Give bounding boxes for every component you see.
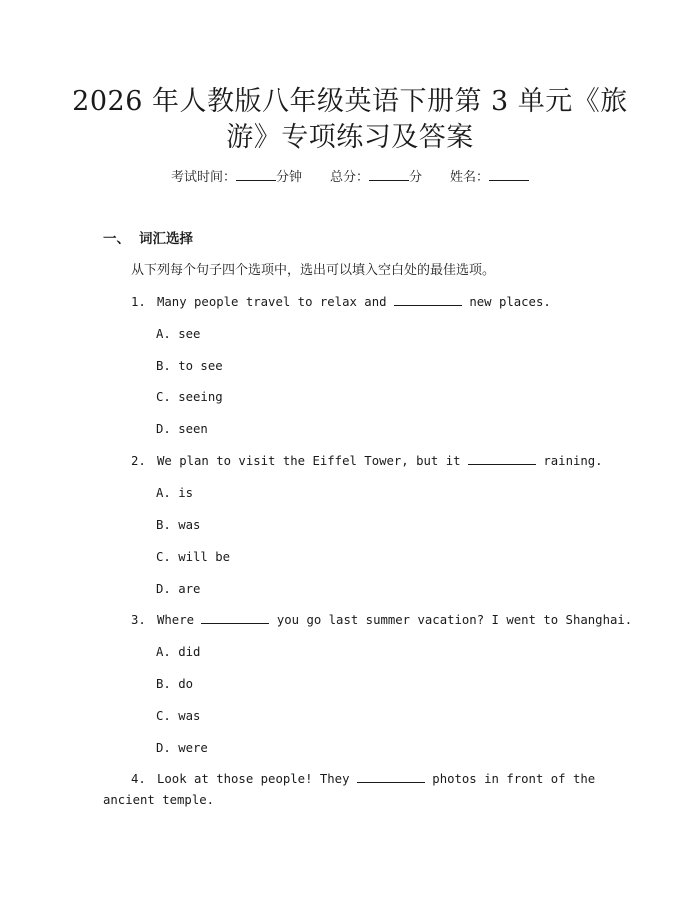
option-item: D. are (156, 582, 201, 596)
option-item: D. were (156, 741, 208, 755)
question-3 (131, 610, 632, 630)
option-item: C. was (156, 709, 201, 723)
question-text: Look at those people! They (157, 772, 357, 786)
question-text: you go last summer vacation? I went to Shanghai. (269, 613, 633, 627)
option-item: A. is (156, 486, 194, 500)
question-text: We plan to visit the Eiffel Tower, but it (157, 454, 468, 468)
question-number: 1. (131, 295, 146, 309)
section-title: 词汇选择 (139, 231, 193, 247)
question-4 (131, 769, 595, 789)
score-label: 总分： (329, 170, 369, 185)
question-text: raining. (535, 454, 603, 468)
document-title-line-2: 游》专项练习及答案 (226, 122, 474, 153)
question-1 (131, 292, 551, 312)
question-2 (131, 451, 603, 471)
answer-blank (394, 292, 462, 306)
time-label: 考试时间： (170, 170, 236, 185)
option-item: C. seeing (156, 390, 223, 404)
score-blank (369, 168, 409, 181)
question-text: Many people travel to relax and (157, 295, 394, 309)
name-label: 姓名： (450, 170, 490, 185)
answer-blank (468, 451, 536, 465)
option-item: B. do (156, 677, 194, 691)
option-item: A. did (156, 645, 201, 659)
time-unit: 分钟 (275, 170, 302, 185)
question-text: Where (157, 613, 202, 627)
option-item: B. to see (156, 359, 223, 373)
question-text: photos in front of the (424, 772, 596, 786)
section-heading (103, 229, 193, 249)
question-continuation: ancient temple. (103, 793, 215, 807)
section-instruction: 从下列每个句子四个选项中，选出可以填入空白处的最佳选项。 (131, 263, 496, 278)
exam-info (0, 168, 700, 188)
option-item: A. see (156, 327, 201, 341)
answer-blank (201, 610, 269, 624)
option-item: B. was (156, 518, 201, 532)
question-text: new places. (461, 295, 551, 309)
document-title-line-1: 2026 年人教版八年级英语下册第 3 单元《旅 (72, 86, 628, 117)
score-unit: 分 (409, 170, 423, 185)
name-blank (489, 168, 529, 181)
option-item: C. will be (156, 550, 231, 564)
question-number: 4. (131, 772, 146, 786)
option-item: D. seen (156, 422, 208, 436)
question-number: 2. (131, 454, 146, 468)
section-number: 一、 (103, 231, 130, 247)
answer-blank (357, 769, 425, 783)
time-blank (236, 168, 276, 181)
question-number: 3. (131, 613, 146, 627)
